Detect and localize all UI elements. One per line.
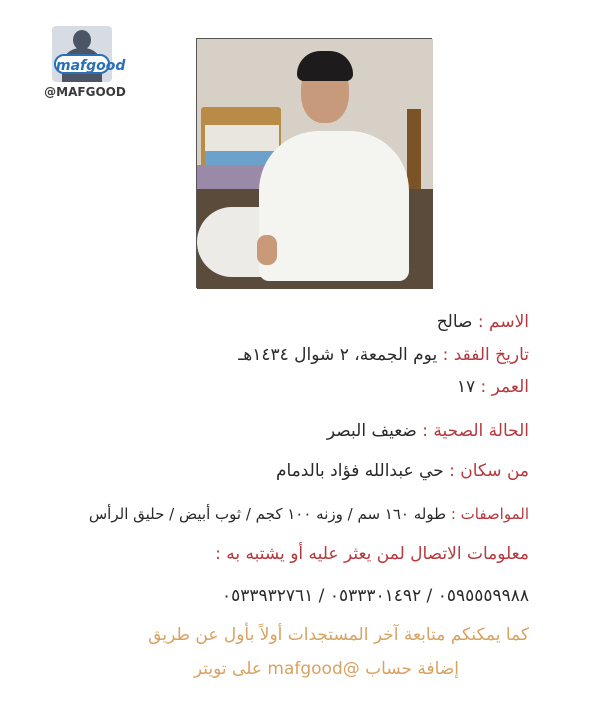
date-value: يوم الجمعة، ٢ شوال ١٤٣٤هـ	[238, 345, 438, 365]
contact-numbers: ٠٥٩٥٥٥٩٩٨٨ / ٠٥٣٣٣٠١٤٩٢ / ٠٥٣٣٩٣٢٧٦١	[221, 586, 529, 606]
health-row	[327, 421, 529, 441]
footer-line-2: إضافة حساب @mafgood على تويتر	[193, 659, 459, 679]
description-value: طوله ١٦٠ سم / وزنه ١٠٠ كجم / ثوب أبيض / حليق الرأس	[88, 505, 447, 523]
name-label: الاسم :	[477, 312, 529, 332]
mafgood-logo	[52, 26, 126, 82]
footer-line-1: كما يمكنكم متابعة آخر المستجدات أولاً بأول عن طريق	[148, 625, 529, 645]
description-row	[89, 505, 529, 523]
name-value: صالح	[436, 312, 473, 332]
contact-heading-row	[215, 544, 529, 564]
avatar-head-shape	[73, 30, 91, 50]
date-label: تاريخ الفقد :	[442, 345, 529, 365]
residence-row	[276, 461, 529, 481]
age-value: ١٧	[456, 377, 476, 397]
health-value: ضعيف البصر	[326, 421, 417, 441]
contact-heading: معلومات الاتصال لمن يعثر عليه أو يشتبه به :	[215, 544, 529, 564]
age-row	[457, 377, 529, 397]
age-label: العمر :	[480, 377, 529, 397]
residence-label: من سكان :	[449, 461, 529, 481]
description-label: المواصفات :	[450, 505, 529, 523]
missing-person-photo	[196, 38, 432, 288]
health-label: الحالة الصحية :	[422, 421, 529, 441]
logo-handle: @MAFGOOD	[44, 85, 126, 99]
logo-badge: mafgood	[54, 54, 110, 74]
residence-value: حي عبدالله فؤاد بالدمام	[275, 461, 444, 481]
name-row	[437, 312, 529, 332]
date-row	[238, 345, 529, 365]
